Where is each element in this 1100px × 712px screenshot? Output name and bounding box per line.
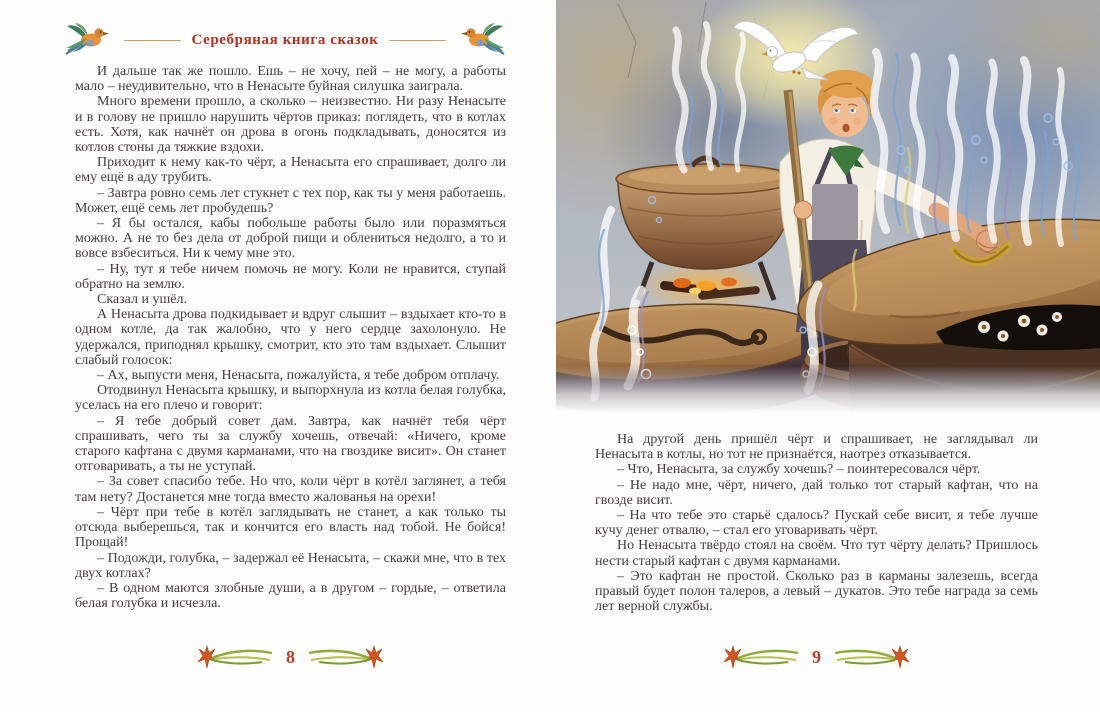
left-hand <box>794 201 812 219</box>
paragraph: – Ах, выпусти меня, Ненасыта, пожалуйста, я тебе добром отплачу. <box>97 368 500 384</box>
paragraph: Сказал и ушёл. <box>97 292 187 308</box>
open-mouth <box>842 124 849 132</box>
star-flourish-icon <box>198 645 274 669</box>
paragraph: – Я бы остался, кабы побольше работы было или поразмяться можно. А не то без дела от доброй пищи и облениться недолго, а то и вовсе взбеситься. Ни к чему мне это. <box>75 216 506 262</box>
paragraph: А Ненасыта дрова подкидывает и вдруг слышит – вздыхает кто-то в одном котле, да так жалобно, что у него сердце захолонуло. Не удержался, приподнял крышку, смотрит, кто это там вздыхает. Слышит слабый голосок: <box>75 307 506 368</box>
paragraph: – За совет спасибо тебе. Но что, коли чёрт в котёл заглянет, а тебя там нету? Достанется мне тогда вместо жалованья на орехи! <box>75 474 506 505</box>
star-flourish-icon <box>307 645 383 669</box>
left-page-footer <box>75 642 506 672</box>
page-header <box>62 18 508 62</box>
apron-bib <box>812 184 858 242</box>
paragraph: На другой день пришёл чёрт и спрашивает, не заглядывал ли Ненасыта в котлы, но тот не признаётся, наотрез отказывается. <box>595 432 1038 463</box>
paragraph: – В одном маются злобные души, а в другом – гордые, – ответила белая голубка и исчезла. <box>75 580 506 612</box>
paragraph: – Чёрт при тебе в котёл заглядывать не станет, а как только ты отсюда выберешься, так и кончится его власть над тобой. Не бойся! Прощай! <box>75 504 506 551</box>
paragraph: – На что тебе это старьё сдалось? Пускай себе висит, я тебе лучше кучу денег отвалю, – стал его уговаривать чёрт. <box>595 508 1038 539</box>
star-flourish-icon <box>833 645 909 669</box>
bottom-fade <box>556 366 1100 414</box>
paragraph: – Я тебе добрый совет дам. Завтра, как начнёт тебя чёрт спрашивать, чего ты за службу хочешь, отвечай: «Ничего, кроме старого кафтана с двумя карманами, что на гвоздике висит». Он станет отговаривать, а ты не уступай. <box>75 413 506 475</box>
paragraph: – Ну, тут я тебе ничем помочь не могу. Коли не нравится, ступай обратно на землю. <box>75 261 506 292</box>
paragraph: – Не надо мне, чёрт, ничего, дай только тот старый кафтан, что на гвозде висит. <box>595 477 1038 508</box>
paragraph: – Завтра ровно семь лет стукнет с тех пор, как ты у меня работаешь. Может, ещё семь лет пробудешь? <box>75 185 506 216</box>
paragraph: – Подожди, голубка, – задержал её Ненасыта, – скажи мне, что в тех двух котлах? <box>75 550 506 581</box>
left-page-text <box>75 64 506 611</box>
page-number: 9 <box>812 647 821 667</box>
paragraph: – Это кафтан не простой. Сколько раз в карманы залезешь, всегда правый будет полон талеров, а левый – дукатов. Это тебе награда за семь лет верной службы. <box>595 568 1038 615</box>
book-title: Серебряная книга сказок <box>191 31 379 48</box>
paragraph: Но Ненасыта твёрдо стоял на своём. Что тут чёрту делать? Пришлось нести старый кафтан с двумя карманами. <box>595 538 1038 569</box>
right-page-footer <box>595 642 1038 672</box>
illustration-cauldrons-scene <box>556 0 1100 414</box>
header-rule-right <box>389 40 446 41</box>
bird-icon <box>456 21 508 59</box>
right-page-text <box>595 432 1038 614</box>
star-flourish-icon <box>724 645 800 669</box>
paragraph: Приходит к нему как-то чёрт, а Ненасыта его спрашивает, долго ли ему ещё в аду трубить. <box>75 155 506 186</box>
paragraph: – Что, Ненасыта, за службу хочешь? – поинтересовался чёрт. <box>617 462 981 478</box>
page-number: 8 <box>286 647 295 667</box>
bird-icon <box>62 21 114 59</box>
paragraph: Много времени прошло, а сколько – неизвестно. Ни разу Ненасыте и в голову не пришло нарушить чёртов приказ: поглядеть, что в котлах есть. Хотя, как начнёт он дрова в огонь подкладывать, доносятся из котлов стоны да тяжкие вздохи. <box>75 94 506 156</box>
paragraph: Отодвинул Ненасыта крышку, и выпорхнула из котла белая голубка, уселась на его плечо и говорит: <box>75 383 506 414</box>
header-rule-left <box>124 40 181 41</box>
paragraph: И дальше так же пошло. Ешь – не хочу, пей – не могу, а работы мало – неудивительно, что в Ненасыте буйная силушка заиграла. <box>75 64 506 95</box>
